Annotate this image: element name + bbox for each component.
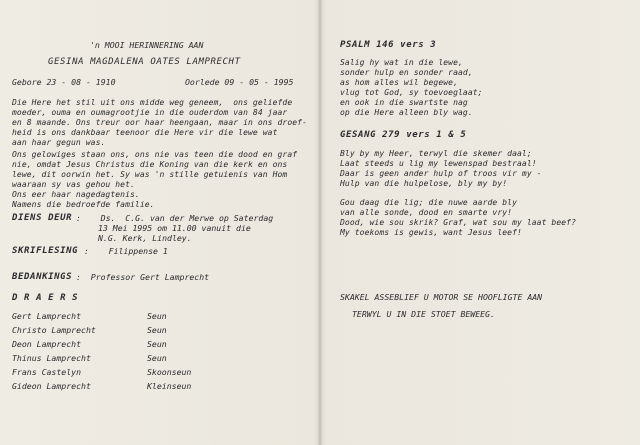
- birth-date: Gebore 23 - 08 - 1910: [12, 77, 116, 87]
- bearer-name: Thinus Lamprecht: [12, 353, 91, 363]
- text-line: moeder, ouma en oumagrootjie in die ouderdom van 84 jaar: [12, 108, 288, 117]
- verse-line: Gou daag die lig; die nuwe aarde bly: [340, 198, 517, 207]
- bearer-relation: Skoonseun: [147, 367, 192, 377]
- service-text-line: N.G. Kerk, Lindley.: [98, 233, 192, 243]
- verse-line: Daar is geen ander hulp of troos vir my -: [340, 169, 542, 178]
- thanks-label: BEDANKINGS: [12, 272, 73, 282]
- verse-line: en ook in die swartste nag: [340, 98, 468, 107]
- verse-line: as hom alles wil begewe,: [340, 78, 458, 87]
- death-date: Oorlede 09 - 05 - 1995: [185, 77, 294, 87]
- bearer-name: Frans Castelyn: [12, 367, 82, 377]
- notice-line: TERWYL U IN DIE STOET BEWEEG.: [352, 309, 495, 319]
- text-line: Ons eer haar nagedagtenis.: [12, 190, 140, 199]
- text-line: aan haar gegun was.: [12, 138, 106, 147]
- scripture-text: : Filippense 1: [84, 246, 168, 256]
- service-text-line: 13 Mei 1995 om 11.00 vanuit die: [98, 223, 251, 233]
- text-line: lewe, dit oorwin het. Sy was 'n stille getuienis van Hom: [12, 170, 288, 179]
- verse-line: Laat steeds u lig my lewenspad bestraal!: [340, 159, 537, 168]
- text-line: nie, omdat Jesus Christus die Koning van die kerk en ons: [12, 160, 288, 169]
- service-text-line: : Ds. C.G. van der Merwe op Saterdag: [76, 213, 274, 223]
- text-line: waaraan sy vas gehou het.: [12, 180, 135, 189]
- bearer-relation: Seun: [147, 339, 167, 349]
- memory-heading: 'n MOOI HERINNERING AAN: [90, 40, 204, 50]
- verse-line: sonder hulp en sonder raad,: [340, 68, 473, 77]
- verse-line: Hulp van die hulpelose, bly my by!: [340, 179, 508, 188]
- service-label: DIENS DEUR: [12, 213, 73, 223]
- hymn-heading: GESANG 279 vers 1 & 5: [340, 130, 467, 140]
- right-page: [322, 0, 640, 445]
- bearer-name: Deon Lamprecht: [12, 339, 82, 349]
- bearers-heading: D R A E R S: [12, 293, 79, 303]
- bearer-name: Gert Lamprecht: [12, 311, 82, 321]
- verse-line: Bly by my Heer, terwyl die skemer daal;: [340, 149, 532, 158]
- bearer-name: Christo Lamprecht: [12, 325, 96, 335]
- deceased-name: GESINA MAGDALENA OATES LAMPRECHT: [48, 57, 241, 67]
- psalm-heading: PSALM 146 vers 3: [340, 40, 437, 50]
- text-line: Ons gelowiges staan ons, ons nie vas teen die dood en graf: [12, 150, 298, 159]
- scripture-label: SKRIFLESING: [12, 246, 79, 256]
- bearer-relation: Kleinseun: [147, 381, 192, 391]
- bearer-relation: Seun: [147, 311, 167, 321]
- text-line: heid is ons dankbaar teenoor die Here vir die lewe wat: [12, 128, 278, 137]
- verse-line: van alle sonde, dood en smarte vry!: [340, 208, 513, 217]
- bearer-name: Gideon Lamprecht: [12, 381, 91, 391]
- bearer-relation: Seun: [147, 325, 167, 335]
- verse-line: My toekoms is gewis, want Jesus leef!: [340, 228, 522, 237]
- text-line: Die Here het stil uit ons midde weg geneem, ons geliefde: [12, 98, 293, 107]
- verse-line: op die Here alleen bly wag.: [340, 108, 473, 117]
- bearer-relation: Seun: [147, 353, 167, 363]
- verse-line: Dood, wie sou skrik? Graf, wat sou my laat beef?: [340, 218, 576, 227]
- verse-line: Salig hy wat in die lewe,: [340, 58, 463, 67]
- notice-line: SKAKEL ASSEBLIEF U MOTOR SE HOOFLIGTE AAN: [340, 292, 543, 302]
- verse-line: vlug tot God, sy toevoeglaat;: [340, 88, 483, 97]
- text-line: Namens die bedroefde familie.: [12, 200, 155, 209]
- text-line: en 8 maande. Ons treur oor haar heengaan, maar in ons droef-: [12, 118, 307, 127]
- thanks-text: : Professor Gert Lamprecht: [76, 272, 210, 282]
